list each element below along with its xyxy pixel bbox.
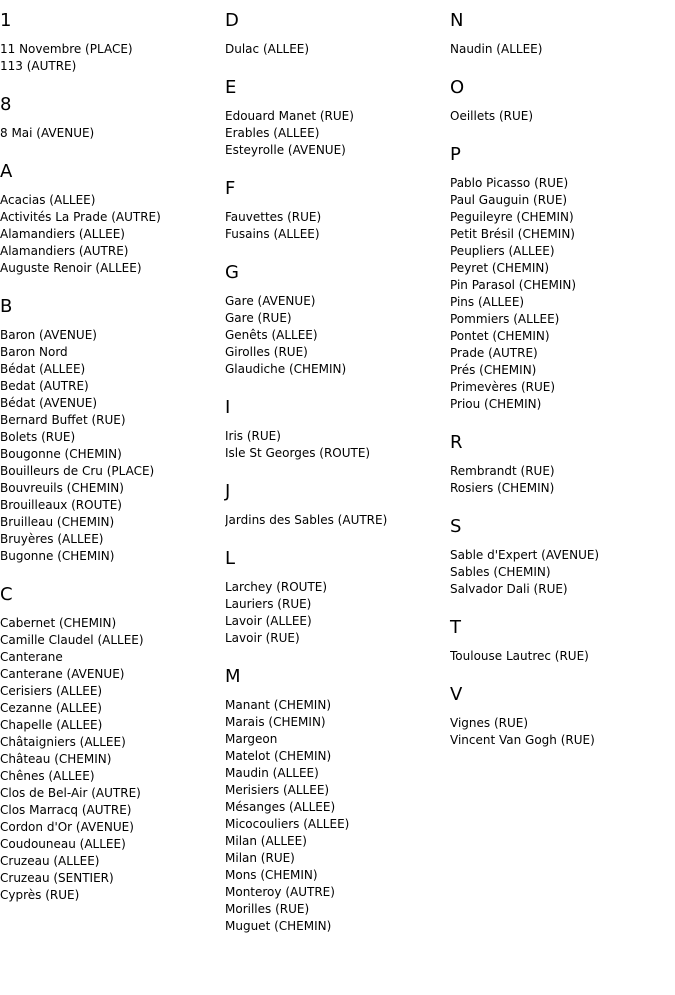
- street-link[interactable]: Iris (RUE): [225, 429, 281, 443]
- street-link[interactable]: Chapelle (ALLEE): [0, 718, 103, 732]
- letter-heading: F: [225, 178, 236, 199]
- letter-section: [225, 397, 447, 462]
- letter-section: [225, 481, 447, 529]
- street-link[interactable]: Château (CHEMIN): [0, 752, 112, 766]
- street-link[interactable]: Peguileyre (CHEMIN): [450, 210, 574, 224]
- street-link[interactable]: Pablo Picasso (RUE): [450, 176, 569, 190]
- street-index-column-2: [225, 10, 447, 954]
- street-link[interactable]: Clos de Bel-Air (AUTRE): [0, 786, 141, 800]
- letter-section: [225, 77, 447, 159]
- street-link[interactable]: Peyret (CHEMIN): [450, 261, 550, 275]
- street-link[interactable]: Bruyères (ALLEE): [0, 532, 104, 546]
- street-link[interactable]: Rosiers (CHEMIN): [450, 481, 555, 495]
- street-link[interactable]: Brouilleaux (ROUTE): [0, 498, 122, 512]
- street-link[interactable]: Bernard Buffet (RUE): [0, 413, 126, 427]
- street-link[interactable]: Clos Marracq (AUTRE): [0, 803, 132, 817]
- letter-heading: O: [450, 77, 465, 98]
- letter-section: [0, 584, 222, 904]
- street-link[interactable]: Alamandiers (AUTRE): [0, 244, 129, 258]
- letter-section: [450, 684, 672, 749]
- street-link[interactable]: Erables (ALLEE): [225, 126, 320, 140]
- street-link[interactable]: Priou (CHEMIN): [450, 397, 542, 411]
- street-link[interactable]: Gare (AVENUE): [225, 294, 316, 308]
- street-link[interactable]: Vignes (RUE): [450, 716, 529, 730]
- street-link[interactable]: Morilles (RUE): [225, 902, 310, 916]
- letter-heading: N: [450, 10, 464, 31]
- street-link[interactable]: Fauvettes (RUE): [225, 210, 322, 224]
- street-link[interactable]: Bouvreuils (CHEMIN): [0, 481, 124, 495]
- letter-heading: 1: [0, 10, 12, 31]
- street-link[interactable]: Rembrandt (RUE): [450, 464, 555, 478]
- street-link[interactable]: Esteyrolle (AVENUE): [225, 143, 346, 157]
- street-link[interactable]: Lavoir (ALLEE): [225, 614, 312, 628]
- letter-section: [0, 161, 222, 277]
- street-link[interactable]: Acacias (ALLEE): [0, 193, 96, 207]
- letter-heading: G: [225, 262, 239, 283]
- street-link[interactable]: Gare (RUE): [225, 311, 292, 325]
- letter-section: [225, 262, 447, 378]
- street-link[interactable]: Cyprès (RUE): [0, 888, 80, 902]
- street-link[interactable]: Margeon: [225, 732, 278, 746]
- street-link[interactable]: Mésanges (ALLEE): [225, 800, 336, 814]
- letter-heading: 8: [0, 94, 12, 115]
- letter-heading: A: [0, 161, 13, 182]
- street-link[interactable]: Cruzeau (SENTIER): [0, 871, 114, 885]
- street-link[interactable]: Lavoir (RUE): [225, 631, 300, 645]
- street-link[interactable]: Pontet (CHEMIN): [450, 329, 550, 343]
- street-link[interactable]: Bouilleurs de Cru (PLACE): [0, 464, 155, 478]
- street-link[interactable]: Cruzeau (ALLEE): [0, 854, 100, 868]
- street-index-column-1: [0, 10, 222, 923]
- street-link[interactable]: Cabernet (CHEMIN): [0, 616, 117, 630]
- street-link[interactable]: Milan (ALLEE): [225, 834, 307, 848]
- letter-section: [450, 77, 672, 125]
- street-link[interactable]: Muguet (CHEMIN): [225, 919, 332, 933]
- street-link[interactable]: Cerisiers (ALLEE): [0, 684, 103, 698]
- street-link[interactable]: Alamandiers (ALLEE): [0, 227, 125, 241]
- letter-section: [225, 666, 447, 935]
- street-link[interactable]: Sable d'Expert (AVENUE): [450, 548, 600, 562]
- street-link[interactable]: Pin Parasol (CHEMIN): [450, 278, 577, 292]
- street-link[interactable]: Salvador Dali (RUE): [450, 582, 568, 596]
- street-link[interactable]: Sables (CHEMIN): [450, 565, 551, 579]
- street-link[interactable]: Châtaigniers (ALLEE): [0, 735, 126, 749]
- street-link[interactable]: Cordon d'Or (AVENUE): [0, 820, 134, 834]
- letter-heading: V: [450, 684, 463, 705]
- street-link[interactable]: Milan (RUE): [225, 851, 295, 865]
- street-link[interactable]: Edouard Manet (RUE): [225, 109, 354, 123]
- letter-heading: M: [225, 666, 241, 687]
- street-link[interactable]: Bédat (AVENUE): [0, 396, 98, 410]
- street-link[interactable]: Marais (CHEMIN): [225, 715, 326, 729]
- street-link[interactable]: Monteroy (AUTRE): [225, 885, 335, 899]
- street-link[interactable]: Girolles (RUE): [225, 345, 308, 359]
- street-link[interactable]: Merisiers (ALLEE): [225, 783, 330, 797]
- street-link[interactable]: Petit Brésil (CHEMIN): [450, 227, 575, 241]
- street-link[interactable]: Fusains (ALLEE): [225, 227, 320, 241]
- street-link[interactable]: Lauriers (RUE): [225, 597, 312, 611]
- letter-heading: C: [0, 584, 13, 605]
- street-link[interactable]: Baron Nord: [0, 345, 68, 359]
- letter-section: [450, 432, 672, 497]
- letter-heading: R: [450, 432, 463, 453]
- street-link[interactable]: Bédat (ALLEE): [0, 362, 86, 376]
- letter-section: [225, 548, 447, 647]
- street-link[interactable]: Prés (CHEMIN): [450, 363, 537, 377]
- street-link[interactable]: Toulouse Lautrec (RUE): [450, 649, 589, 663]
- letter-section: [450, 144, 672, 413]
- letter-heading: I: [225, 397, 231, 418]
- letter-heading: D: [225, 10, 239, 31]
- letter-heading: J: [225, 481, 231, 502]
- street-link[interactable]: Matelot (CHEMIN): [225, 749, 332, 763]
- street-link[interactable]: Bedat (AUTRE): [0, 379, 89, 393]
- street-link[interactable]: Canterane: [0, 650, 63, 664]
- street-link[interactable]: Isle St Georges (ROUTE): [225, 446, 371, 460]
- street-link[interactable]: 113 (AUTRE): [0, 59, 77, 73]
- letter-section: [450, 516, 672, 598]
- letter-section: [0, 296, 222, 565]
- street-link[interactable]: Bolets (RUE): [0, 430, 76, 444]
- street-link[interactable]: Activités La Prade (AUTRE): [0, 210, 161, 224]
- street-link[interactable]: Primevères (RUE): [450, 380, 556, 394]
- letter-section: [450, 10, 672, 58]
- letter-heading: P: [450, 144, 461, 165]
- letter-section: [225, 10, 447, 58]
- street-link[interactable]: Bougonne (CHEMIN): [0, 447, 122, 461]
- letter-section: [450, 617, 672, 665]
- street-link[interactable]: Naudin (ALLEE): [450, 42, 543, 56]
- street-link[interactable]: Glaudiche (CHEMIN): [225, 362, 347, 376]
- letter-heading: E: [225, 77, 237, 98]
- street-link[interactable]: Bugonne (CHEMIN): [0, 549, 115, 563]
- letter-heading: S: [450, 516, 462, 537]
- street-link[interactable]: Vincent Van Gogh (RUE): [450, 733, 595, 747]
- letter-heading: T: [450, 617, 461, 638]
- street-link[interactable]: Maudin (ALLEE): [225, 766, 319, 780]
- street-link[interactable]: Pins (ALLEE): [450, 295, 525, 309]
- street-link[interactable]: Pommiers (ALLEE): [450, 312, 560, 326]
- street-link[interactable]: Cezanne (ALLEE): [0, 701, 102, 715]
- letter-section: [0, 10, 222, 75]
- street-link[interactable]: 8 Mai (AVENUE): [0, 126, 95, 140]
- street-index-column-3: [450, 10, 672, 768]
- letter-section: [0, 94, 222, 142]
- street-link[interactable]: Jardins des Sables (AUTRE): [225, 513, 388, 527]
- street-link[interactable]: Manant (CHEMIN): [225, 698, 332, 712]
- street-link[interactable]: Peupliers (ALLEE): [450, 244, 555, 258]
- street-link[interactable]: Paul Gauguin (RUE): [450, 193, 568, 207]
- street-link[interactable]: Mons (CHEMIN): [225, 868, 318, 882]
- street-link[interactable]: Prade (AUTRE): [450, 346, 538, 360]
- street-link[interactable]: Canterane (AVENUE): [0, 667, 125, 681]
- street-link[interactable]: Larchey (ROUTE): [225, 580, 328, 594]
- street-link[interactable]: Bruilleau (CHEMIN): [0, 515, 115, 529]
- street-link[interactable]: Oeillets (RUE): [450, 109, 534, 123]
- street-link[interactable]: Dulac (ALLEE): [225, 42, 310, 56]
- street-link[interactable]: Baron (AVENUE): [0, 328, 97, 342]
- letter-heading: L: [225, 548, 236, 569]
- street-link[interactable]: Camille Claudel (ALLEE): [0, 633, 144, 647]
- street-link[interactable]: 11 Novembre (PLACE): [0, 42, 133, 56]
- letter-heading: B: [0, 296, 13, 317]
- street-link[interactable]: Genêts (ALLEE): [225, 328, 318, 342]
- letter-section: [225, 178, 447, 243]
- street-link[interactable]: Chênes (ALLEE): [0, 769, 95, 783]
- street-link[interactable]: Micocouliers (ALLEE): [225, 817, 350, 831]
- street-link[interactable]: Auguste Renoir (ALLEE): [0, 261, 142, 275]
- street-link[interactable]: Coudouneau (ALLEE): [0, 837, 126, 851]
